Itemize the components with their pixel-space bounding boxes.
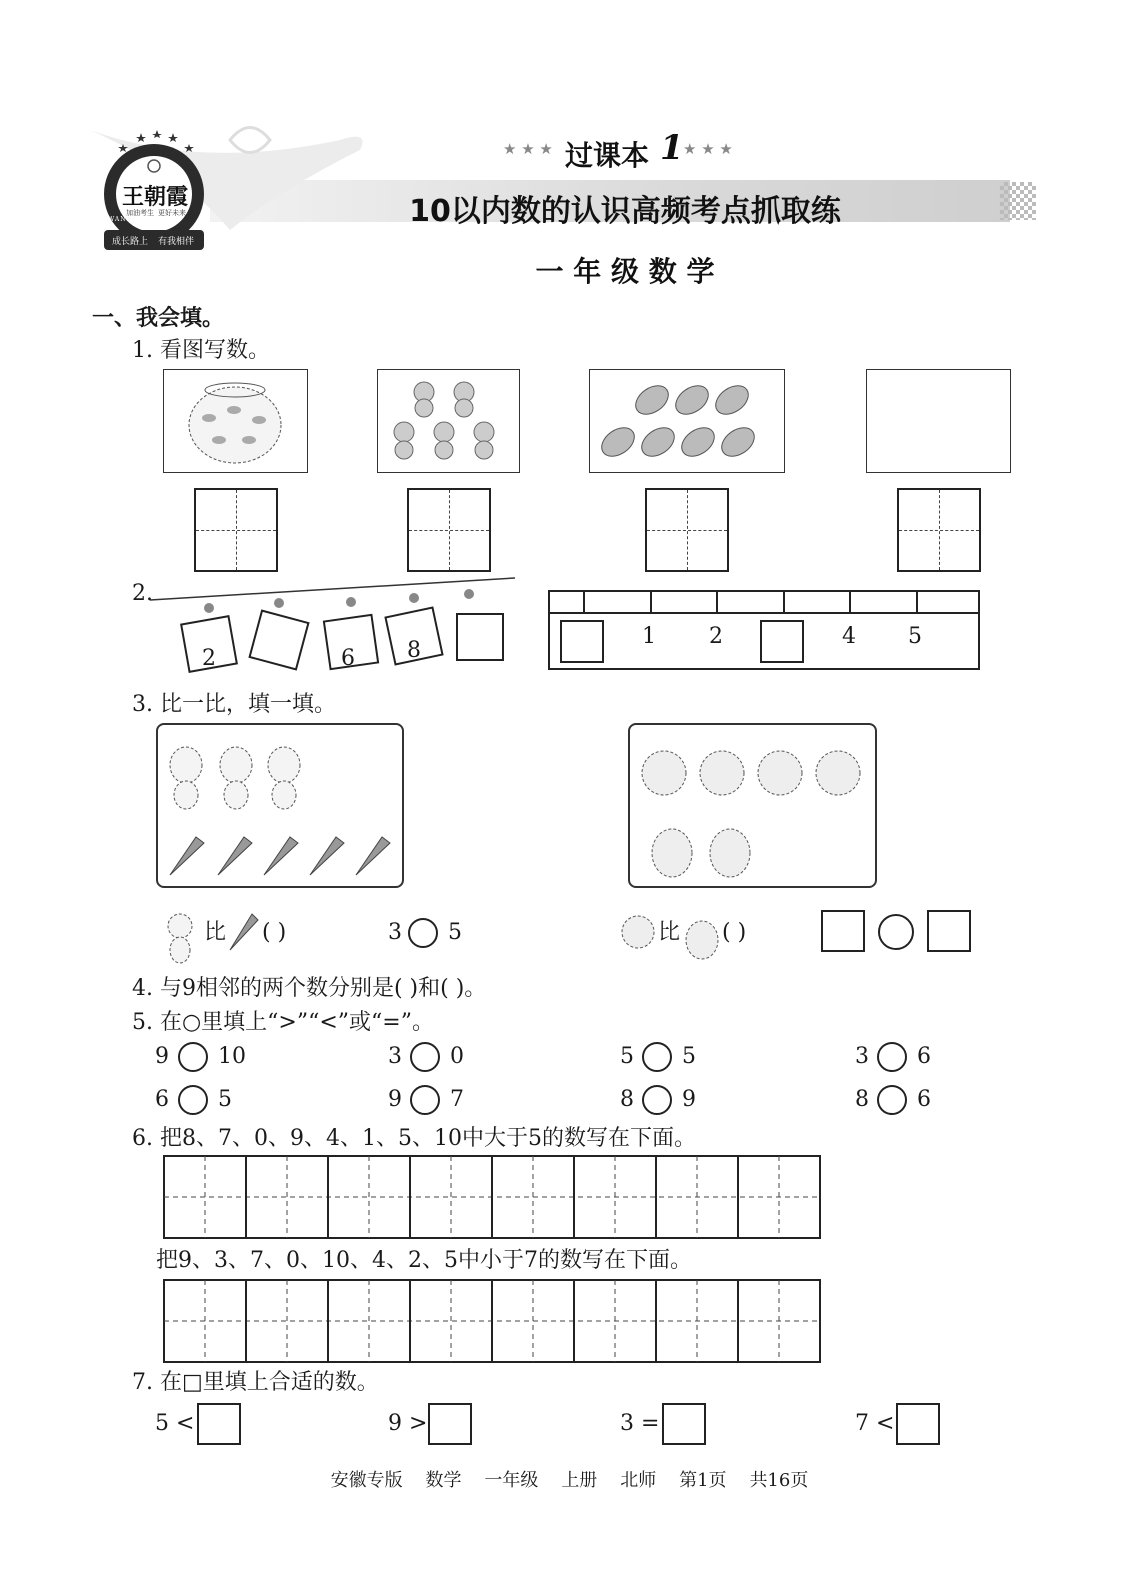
q3-paren-1[interactable]: ( ) [262, 920, 287, 945]
q5-h-circle[interactable] [877, 1085, 907, 1115]
q2-ruler-label-2: 2 [709, 624, 723, 649]
footer-total: 共16页 [749, 1470, 809, 1491]
q5-f-right: 7 [450, 1087, 464, 1112]
series-label: 过课本 [565, 139, 650, 172]
q5-e-circle[interactable] [178, 1085, 208, 1115]
rabbit-icon [160, 900, 202, 966]
q3-compare-circle-2[interactable] [878, 914, 914, 950]
q5-g-circle[interactable] [642, 1085, 672, 1115]
q5-b-right: 0 [450, 1044, 464, 1069]
q2-ruler-label-4: 4 [842, 624, 856, 649]
q7-box-1[interactable] [197, 1403, 241, 1445]
q5-e-right: 5 [218, 1087, 232, 1112]
q1-image-fishbowl [163, 369, 308, 473]
section-title: 一、我会填。 [92, 306, 225, 331]
q5-f-left: 9 [388, 1087, 402, 1112]
footer-page: 第1页 [679, 1470, 727, 1491]
q7-item-1: 5 < [155, 1411, 195, 1436]
logo-small-right: 更好未来 [158, 209, 186, 217]
q3-peaches-pears-panel [628, 723, 877, 888]
peaches-pears-icon [630, 725, 875, 885]
q5-d-left: 3 [855, 1044, 869, 1069]
q1-image-empty [866, 369, 1011, 473]
q1-label: 1. 看图写数。 [132, 338, 270, 363]
logo-small-left: 加油考生 [126, 209, 154, 217]
pear-icon [682, 904, 722, 962]
series-number: 1 [660, 128, 684, 168]
footer-subject: 数学 [425, 1470, 462, 1491]
q5-f-circle[interactable] [410, 1085, 440, 1115]
q7-box-3[interactable] [662, 1403, 706, 1445]
q5-d-circle[interactable] [877, 1042, 907, 1072]
fish-bowl-icon [164, 370, 306, 470]
q5-c-left: 5 [620, 1044, 634, 1069]
logo-banner-left: 成长路上 [112, 237, 149, 247]
q1-answer-box-2[interactable] [407, 488, 491, 572]
q2-card-3: 6 [341, 646, 355, 671]
footer-publisher: 北师 [620, 1470, 657, 1491]
q5-c-circle[interactable] [642, 1042, 672, 1072]
stars-right: ★ ★ ★ [683, 140, 733, 158]
page-subtitle: 一 年 级 数 学 [535, 255, 715, 288]
q5-a-circle[interactable] [178, 1042, 208, 1072]
q5-d-right: 6 [917, 1044, 931, 1069]
q7-item-2: 9 > [388, 1411, 428, 1436]
q3-right-num: 5 [448, 920, 462, 945]
q2-card-1: 2 [202, 646, 216, 671]
q3-left-num: 3 [388, 920, 402, 945]
footer-edition: 安徽专版 [330, 1470, 403, 1491]
q1-answer-box-4[interactable] [897, 488, 981, 572]
q5-c-right: 5 [682, 1044, 696, 1069]
page-title: 10以内数的认识高频考点抓取练 [409, 194, 841, 229]
q7-box-4[interactable] [896, 1403, 940, 1445]
q6-text-2: 把9、3、7、0、10、4、2、5中小于7的数写在下面。 [156, 1248, 692, 1273]
q5-b-circle[interactable] [410, 1042, 440, 1072]
q5-a-left: 9 [155, 1044, 169, 1069]
q3-label: 3. 比一比，填一填。 [132, 692, 336, 717]
footer-volume: 上册 [561, 1470, 598, 1491]
q3-rabbits-carrots-panel [156, 723, 404, 888]
q2-ruler-label-5: 5 [908, 624, 922, 649]
q6-writing-grid-2[interactable] [163, 1279, 821, 1363]
q2-card-4: 8 [407, 638, 421, 663]
carrot-icon [226, 906, 260, 952]
q2-label: 2. [132, 581, 153, 606]
q5-text: 5. 在○里填上“>”“<”或“=”。 [132, 1010, 434, 1035]
q2-ruler-label-1: 1 [642, 624, 656, 649]
q3-compare-word-2: 比 [658, 920, 681, 945]
teddy-bears-icon [378, 370, 518, 470]
rabbits-carrots-icon [158, 725, 402, 885]
footer-grade: 一年级 [484, 1470, 539, 1491]
q4-text: 4. 与9相邻的两个数分别是( )和( )。 [132, 976, 487, 1001]
logo-banner-right: 有我相伴 [158, 237, 195, 247]
stars-left: ★ ★ ★ [503, 140, 553, 158]
q2-ruler-box-2[interactable] [760, 620, 804, 663]
peach-icon [618, 910, 658, 954]
q7-box-2[interactable] [428, 1403, 472, 1445]
q3-answer-box-1[interactable] [821, 910, 865, 952]
q5-a-right: 10 [218, 1044, 246, 1069]
q5-b-left: 3 [388, 1044, 402, 1069]
q5-h-right: 6 [917, 1087, 931, 1112]
q6-text: 6. 把8、7、0、9、4、1、5、10中大于5的数写在下面。 [132, 1126, 696, 1151]
q7-item-3: 3 = [620, 1411, 660, 1436]
q5-e-left: 6 [155, 1087, 169, 1112]
q3-answer-box-2[interactable] [927, 910, 971, 952]
q1-answer-box-1[interactable] [194, 488, 278, 572]
q3-paren-2[interactable]: ( ) [722, 920, 747, 945]
footer [0, 1466, 1139, 1492]
q1-image-leaves [589, 369, 785, 473]
q7-text: 7. 在□里填上合适的数。 [132, 1370, 379, 1395]
q5-h-left: 8 [855, 1087, 869, 1112]
logo-ring-text: WANGZHAOXIA [108, 216, 169, 223]
q3-compare-circle-1[interactable] [408, 918, 438, 948]
q6-writing-grid-1[interactable] [163, 1155, 821, 1239]
q5-g-left: 8 [620, 1087, 634, 1112]
q1-image-bears [377, 369, 520, 473]
q7-item-4: 7 < [855, 1411, 895, 1436]
q3-compare-word-1: 比 [204, 920, 227, 945]
q1-answer-box-3[interactable] [645, 488, 729, 572]
leaves-icon [590, 370, 783, 470]
q5-g-right: 9 [682, 1087, 696, 1112]
logo-name: 王朝霞 [122, 184, 189, 210]
q2-ruler-box-1[interactable] [560, 620, 604, 663]
